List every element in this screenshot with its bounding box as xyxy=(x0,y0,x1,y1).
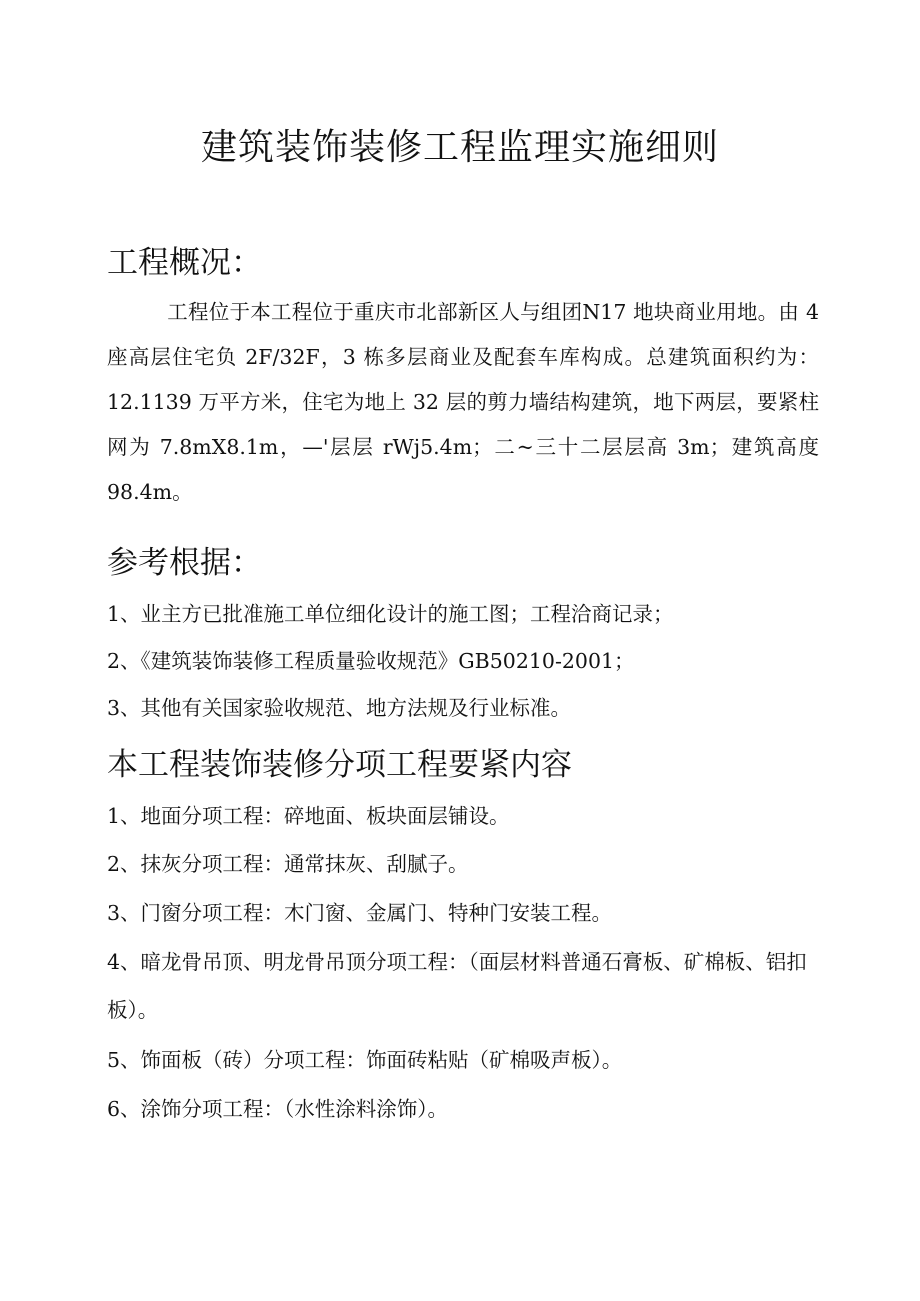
contents-item: 6、涂饰分项工程：（水性涂料涂饰）。 xyxy=(107,1097,449,1121)
contents-item: 2、抹灰分项工程：通常抹灰、刮腻子。 xyxy=(107,852,469,876)
contents-heading: 本工程装饰装修分项工程要紧内容 xyxy=(107,747,572,783)
overview-paragraph xyxy=(107,290,819,515)
document-title: 建筑装饰装修工程监理实施细则 xyxy=(200,127,719,168)
overview-heading: 工程概况： xyxy=(107,245,262,281)
contents-item: 4、暗龙骨吊顶、明龙骨吊顶分项工程：（面层材料普通石膏板、矿棉板、铝扣板）。 xyxy=(107,950,807,1022)
references-heading: 参考根据： xyxy=(107,545,262,581)
contents-item: 1、地面分项工程：碎地面、板块面层铺设。 xyxy=(107,804,510,828)
reference-item: 1、业主方已批准施工单位细化设计的施工图；工程洽商记录； xyxy=(107,602,674,626)
contents-item: 5、饰面板（砖）分项工程：饰面砖粘贴（矿棉吸声板）。 xyxy=(107,1048,623,1072)
reference-item: 2、《建筑装饰装修工程质量验收规范》GB50210-2001； xyxy=(107,649,635,673)
overview-paragraph-text: 工程位于本工程位于重庆市北部新区人与组团N17 地块商业用地。由 4 座高层住宅负 2F/32F，3 栋多层商业及配套车库构成。总建筑面积约为：12.1139 万平方米，住宅为地上 32 层的剪力墙结构建筑，地下两层，要紧柱网为 7.8mX8.1m，—'层层 rWj5.4m；二~三十二层层高 3m；建筑高度 98.4m。 xyxy=(107,300,819,504)
contents-item: 3、门窗分项工程：木门窗、金属门、特种门安装工程。 xyxy=(107,901,613,925)
reference-item: 3、其他有关国家验收规范、地方法规及行业标准。 xyxy=(107,696,572,720)
